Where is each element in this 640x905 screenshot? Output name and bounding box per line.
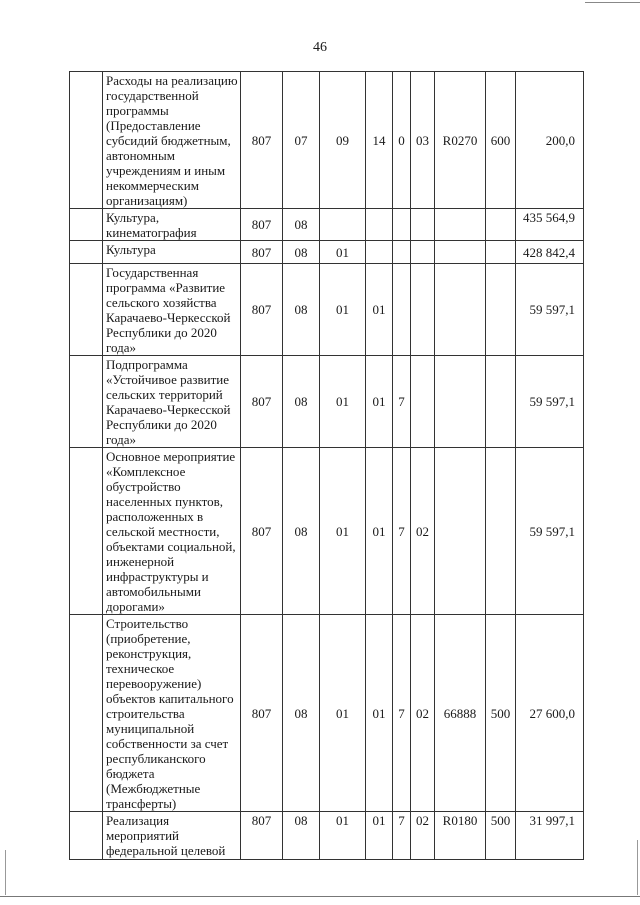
section-code: 08 xyxy=(283,356,320,448)
row-name: Подпрограмма «Устойчивое развитие сельских территорий Карачаево-Черкесской Республики до 2020 года» xyxy=(103,356,241,448)
subprogram-code xyxy=(393,241,411,264)
ministry-code: 807 xyxy=(241,72,283,209)
program-code: 01 xyxy=(366,264,393,356)
blank-cell xyxy=(70,264,103,356)
program-code: 01 xyxy=(366,356,393,448)
program-code xyxy=(366,209,393,241)
direction-code xyxy=(435,209,486,241)
amount: 27 600,0 xyxy=(516,615,584,812)
ministry-code: 807 xyxy=(241,448,283,615)
section-code: 07 xyxy=(283,72,320,209)
section-code: 08 xyxy=(283,264,320,356)
ministry-code: 807 xyxy=(241,264,283,356)
direction-code xyxy=(435,264,486,356)
section-code: 08 xyxy=(283,615,320,812)
subsection-code: 01 xyxy=(320,615,366,812)
subsection-code: 01 xyxy=(320,448,366,615)
blank-cell xyxy=(70,72,103,209)
table-row xyxy=(70,812,584,860)
event-code: 03 xyxy=(411,72,435,209)
direction-code xyxy=(435,448,486,615)
blank-cell xyxy=(70,241,103,264)
program-code: 01 xyxy=(366,448,393,615)
page-number: 46 xyxy=(313,40,327,55)
subsection-code: 09 xyxy=(320,72,366,209)
table-row xyxy=(70,241,584,264)
scan-edge-line xyxy=(0,896,640,897)
budget-table xyxy=(69,71,584,860)
subsection-code: 01 xyxy=(320,356,366,448)
subprogram-code xyxy=(393,209,411,241)
expense-type-code xyxy=(486,264,516,356)
amount: 59 597,1 xyxy=(516,264,584,356)
table-row xyxy=(70,264,584,356)
scan-edge-line xyxy=(585,2,640,3)
subprogram-code xyxy=(393,264,411,356)
direction-code: R0270 xyxy=(435,72,486,209)
subprogram-code: 7 xyxy=(393,615,411,812)
amount: 59 597,1 xyxy=(516,356,584,448)
ministry-code: 807 xyxy=(241,615,283,812)
direction-code: R0180 xyxy=(435,812,486,860)
event-code xyxy=(411,264,435,356)
event-code: 02 xyxy=(411,448,435,615)
subsection-code: 01 xyxy=(320,264,366,356)
section-code: 08 xyxy=(283,812,320,860)
blank-cell xyxy=(70,448,103,615)
blank-cell xyxy=(70,615,103,812)
expense-type-code xyxy=(486,448,516,615)
scan-edge-line xyxy=(637,840,638,895)
expense-type-code xyxy=(486,209,516,241)
blank-cell xyxy=(70,209,103,241)
amount: 31 997,1 xyxy=(516,812,584,860)
table-row xyxy=(70,615,584,812)
amount: 59 597,1 xyxy=(516,448,584,615)
row-name: Основное мероприятие «Комплексное обустройство населенных пунктов, расположенных в сельской местности, объектами социальной, инженерной инфраструктуры и автомобильными дорогами» xyxy=(103,448,241,615)
event-code xyxy=(411,209,435,241)
direction-code xyxy=(435,241,486,264)
row-name: Строительство (приобретение, реконструкция, техническое перевооружение) объектов капитального строительства муниципальной собственности за счет республиканского бюджета (Межбюджетные трансферты) xyxy=(103,615,241,812)
program-code xyxy=(366,241,393,264)
event-code: 02 xyxy=(411,615,435,812)
ministry-code: 807 xyxy=(241,812,283,860)
row-name: Расходы на реализацию государственной программы (Предоставление субсидий бюджетным, автономным учреждениям и иным некоммерческим организациям) xyxy=(103,72,241,209)
table-row xyxy=(70,356,584,448)
subsection-code xyxy=(320,209,366,241)
expense-type-code xyxy=(486,241,516,264)
direction-code xyxy=(435,356,486,448)
amount: 428 842,4 xyxy=(516,241,584,264)
subprogram-code: 7 xyxy=(393,812,411,860)
event-code xyxy=(411,356,435,448)
blank-cell xyxy=(70,356,103,448)
row-name: Государственная программа «Развитие сельского хозяйства Карачаево-Черкесской Республики до 2020 года» xyxy=(103,264,241,356)
expense-type-code xyxy=(486,356,516,448)
event-code xyxy=(411,241,435,264)
table-row xyxy=(70,209,584,241)
subsection-code: 01 xyxy=(320,812,366,860)
subprogram-code: 0 xyxy=(393,72,411,209)
scan-edge-line xyxy=(5,850,6,895)
expense-type-code: 500 xyxy=(486,615,516,812)
row-name: Культура xyxy=(103,241,241,264)
section-code: 08 xyxy=(283,209,320,241)
expense-type-code: 500 xyxy=(486,812,516,860)
table-row xyxy=(70,72,584,209)
section-code: 08 xyxy=(283,241,320,264)
table-row xyxy=(70,448,584,615)
blank-cell xyxy=(70,812,103,860)
expense-type-code: 600 xyxy=(486,72,516,209)
subsection-code: 01 xyxy=(320,241,366,264)
ministry-code: 807 xyxy=(241,209,283,241)
subprogram-code: 7 xyxy=(393,356,411,448)
amount: 200,0 xyxy=(516,72,584,209)
amount: 435 564,9 xyxy=(516,209,584,241)
section-code: 08 xyxy=(283,448,320,615)
event-code: 02 xyxy=(411,812,435,860)
program-code: 01 xyxy=(366,812,393,860)
row-name: Культура, кинематография xyxy=(103,209,241,241)
direction-code: 66888 xyxy=(435,615,486,812)
row-name: Реализация мероприятий федеральной целевой xyxy=(103,812,241,860)
ministry-code: 807 xyxy=(241,356,283,448)
subprogram-code: 7 xyxy=(393,448,411,615)
program-code: 01 xyxy=(366,615,393,812)
program-code: 14 xyxy=(366,72,393,209)
ministry-code: 807 xyxy=(241,241,283,264)
